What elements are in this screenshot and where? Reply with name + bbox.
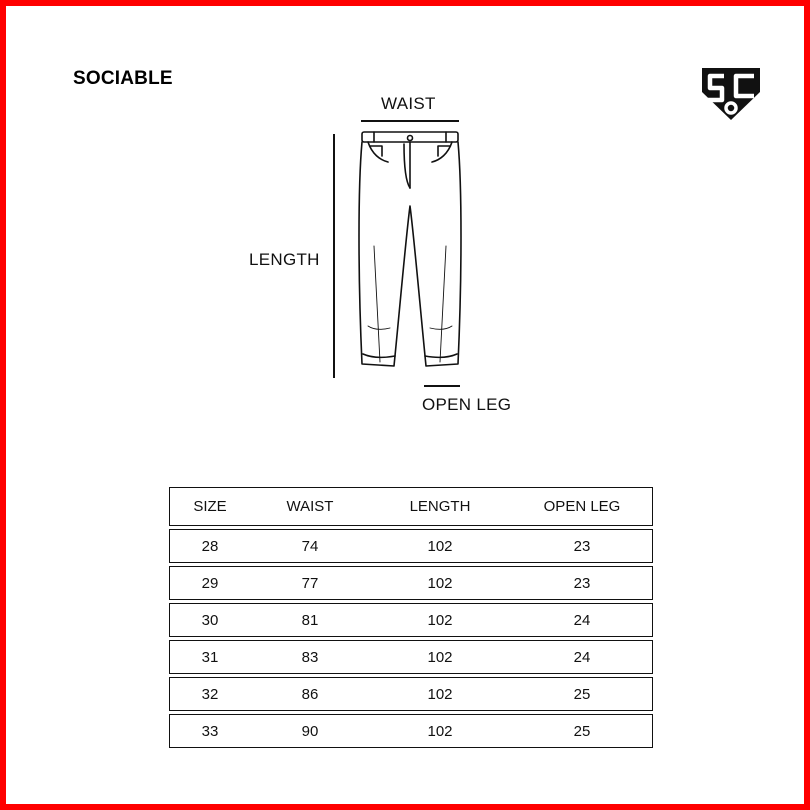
cell-size: 30 xyxy=(201,611,219,629)
cell-waist: 77 xyxy=(301,574,319,592)
cell-waist: 90 xyxy=(301,722,319,740)
header-size: SIZE xyxy=(193,498,227,515)
cell-length: 102 xyxy=(427,611,453,629)
cell-length: 102 xyxy=(427,574,453,592)
cell-size: 32 xyxy=(201,685,219,703)
header-open-leg: OPEN LEG xyxy=(543,498,621,515)
cell-size: 31 xyxy=(201,648,219,666)
length-label: LENGTH xyxy=(249,250,320,269)
cell-waist: 83 xyxy=(301,648,319,666)
table-row xyxy=(169,677,653,711)
waist-label: WAIST xyxy=(381,94,436,113)
cell-size: 28 xyxy=(201,537,219,555)
cell-open-leg: 24 xyxy=(573,648,591,666)
cell-length: 102 xyxy=(427,648,453,666)
cell-waist: 81 xyxy=(301,611,319,629)
cell-length: 102 xyxy=(427,685,453,703)
table-row xyxy=(169,566,653,600)
brand-name: SOCIABLE xyxy=(73,68,173,89)
cell-open-leg: 24 xyxy=(573,611,591,629)
header-waist: WAIST xyxy=(286,498,334,515)
cell-waist: 74 xyxy=(301,537,319,555)
open-leg-measure-line xyxy=(424,385,460,387)
length-measure-line xyxy=(333,134,335,378)
table-header-row xyxy=(169,487,653,526)
cell-length: 102 xyxy=(427,722,453,740)
cell-size: 29 xyxy=(201,574,219,592)
table-row xyxy=(169,603,653,637)
table-row xyxy=(169,640,653,674)
cell-size: 33 xyxy=(201,722,219,740)
cell-open-leg: 23 xyxy=(573,574,591,592)
jeans-illustration xyxy=(354,126,466,380)
open-leg-label: OPEN LEG xyxy=(422,395,512,414)
cell-length: 102 xyxy=(427,537,453,555)
size-table xyxy=(169,487,653,751)
sc-shield-logo-icon xyxy=(698,62,764,124)
table-row xyxy=(169,529,653,563)
cell-open-leg: 23 xyxy=(573,537,591,555)
cell-waist: 86 xyxy=(301,685,319,703)
waist-measure-line xyxy=(361,120,459,122)
header-length: LENGTH xyxy=(409,498,471,515)
cell-open-leg: 25 xyxy=(573,685,591,703)
table-row xyxy=(169,714,653,748)
cell-open-leg: 25 xyxy=(573,722,591,740)
